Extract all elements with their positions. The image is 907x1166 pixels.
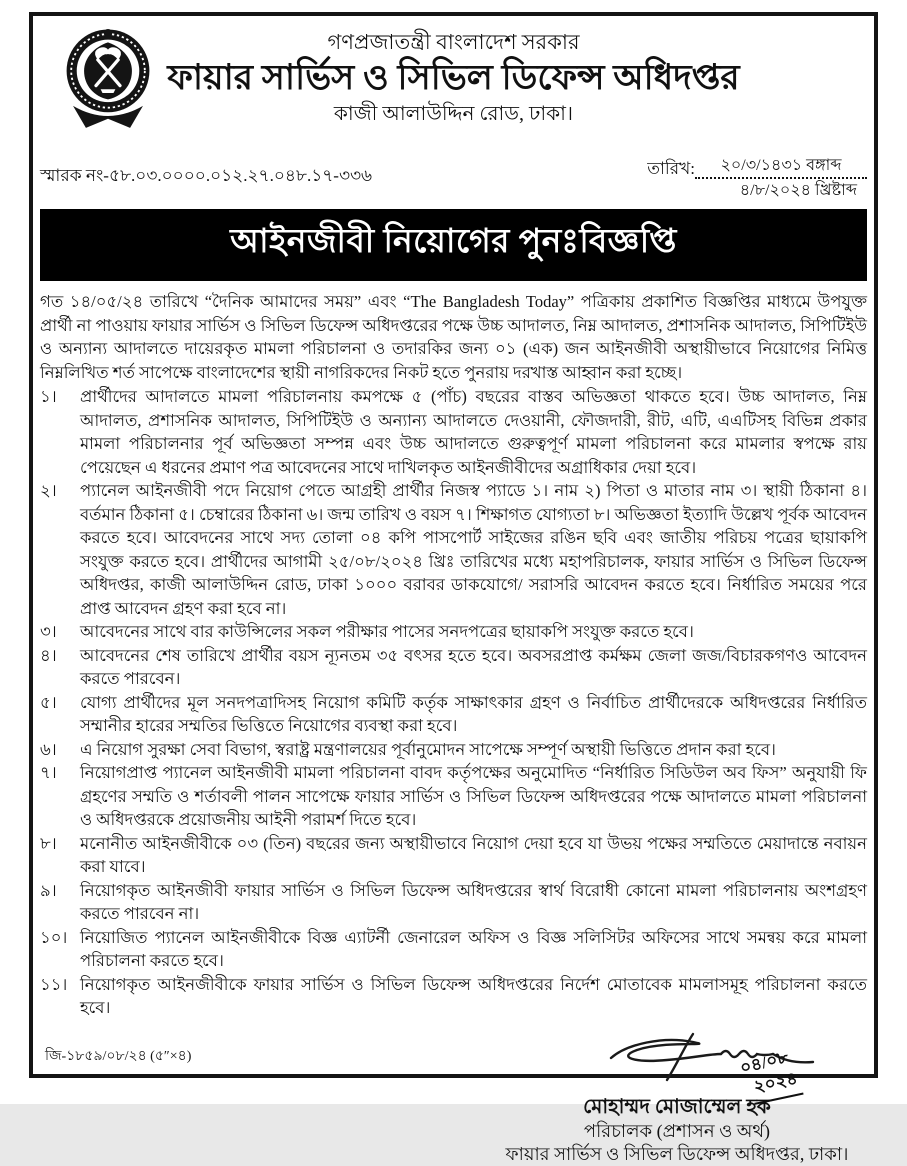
- date-block: [647, 156, 867, 201]
- intro-paragraph: গত ১৪/০৫/২৪ তারিখে “দৈনিক আমাদের সময়” এবং “The Bangladesh Today” পত্রিকায় প্রকাশিত বিজ্ঞপ্তির মাধ্যমে উপযুক্ত প্রার্থী না পাওয়ায় ফায়ার সার্ভিস ও সিভিল ডিফেন্স অধিদপ্তরের পক্ষে উচ্চ আদালত, নিম্ন আদালত, প্রশাসনিক আদালত, সিপিটিইউ ও অন্যান্য আদালতে দায়েরকৃত মামলা পরিচালনা ও তদারকির জন্য ০১ (এক) জন আইনজীবী অস্থায়ীভাবে নিয়োগের নিমিত্ত নিম্নলিখিত শর্ত সাপেক্ষে বাংলাদেশের স্থায়ী নাগরিকদের নিকট হতে পুনরায় দরখাস্ত আহ্বান করা হচ্ছে।: [40, 290, 867, 384]
- terms-list: [40, 385, 867, 1020]
- signature-date-top: ০৪/০৮: [737, 1044, 791, 1083]
- memo-number: স্মারক নং-৫৮.০৩.০০০০.০১২.২৭.০৪৮.১৭-৩৩৬: [40, 163, 372, 201]
- term-number: ৯।: [40, 879, 80, 926]
- signatory-designation: পরিচালক (প্রশাসন ও অর্থ): [487, 1120, 867, 1143]
- term-text: নিয়োগকৃত আইনজীবী ফায়ার সার্ভিস ও সিভিল ডিফেন্স অধিদপ্তরের স্বার্থ বিরোধী কোনো মামলা পরিচালনায় অংশগ্রহণ করতে পারবেন না।: [80, 879, 867, 926]
- signature-art: [487, 1020, 867, 1094]
- department-emblem-logo: [62, 24, 154, 138]
- term-item: [40, 479, 867, 620]
- term-number: ১।: [40, 385, 80, 479]
- term-item: [40, 926, 867, 973]
- term-item: [40, 761, 867, 832]
- term-item: [40, 832, 867, 879]
- term-text: মনোনীত আইনজীবীকে ০৩ (তিন) বছরের জন্য অস্থায়ীভাবে নিয়োগ দেয়া হবে যা উভয় পক্ষের সম্মতিতে মেয়াদান্তে নবায়ন করা যাবে।: [80, 832, 867, 879]
- signatory-office: ফায়ার সার্ভিস ও সিভিল ডিফেন্স অধিদপ্তর, ঢাকা।: [487, 1143, 867, 1166]
- letterhead: [40, 24, 867, 148]
- signatory-name: মোহাম্মদ মোজাম্মেল হক: [487, 1094, 867, 1120]
- term-item: [40, 973, 867, 1020]
- document-border-frame: [29, 12, 878, 1078]
- term-number: ৪।: [40, 644, 80, 691]
- notice-title-bar: [40, 209, 867, 281]
- term-number: ৬।: [40, 738, 80, 762]
- term-item: [40, 879, 867, 926]
- date-bangla: ২০/৩/১৪৩১ বঙ্গাব্দ: [695, 156, 867, 179]
- term-text: নিয়োগপ্রাপ্ত প্যানেল আইনজীবী মামলা পরিচালনা বাবদ কর্তৃপক্ষের অনুমোদিত “নির্ধারিত সিডিউল অব ফিস” অনুযায়ী ফি গ্রহণের সম্মতি ও শর্তাবলী পালন সাপেক্ষে ফায়ার সার্ভিস ও সিভিল ডিফেন্স অধিদপ্তরের পক্ষে আদালতে মামলা পরিচালনা ও অধিদপ্তরকে প্রয়োজনীয় আইনী পরামর্শ দিতে হবে।: [80, 761, 867, 832]
- term-text: নিয়োজিত প্যানেল আইনজীবীকে বিজ্ঞ এ্যাটর্নী জেনারেল অফিস ও বিজ্ঞ সলিসিটর অফিসের সাথে সমন্বয় করে মামলা পরিচালনা করতে হবে।: [80, 926, 867, 973]
- department-name: ফায়ার সার্ভিস ও সিভিল ডিফেন্স অধিদপ্তর: [40, 58, 867, 98]
- term-number: ১০।: [40, 926, 80, 973]
- term-number: ৩।: [40, 620, 80, 644]
- term-text: প্রার্থীদের আদালতে মামলা পরিচালনায় কমপক্ষে ৫ (পাঁচ) বছরের বাস্তব অভিজ্ঞতা থাকতে হবে। উচ্চ আদালত, নিম্ন আদালত, প্রশাসনিক আদালত, সিপিটিইউ ও অন্যান্য আদালতে দেওয়ানী, ফৌজদারী, রীট, এটি, এএটিসহ বিভিন্ন প্রকার মামলা পরিচালনার পূর্ব অভিজ্ঞতা সম্পন্ন এবং উচ্চ আদালতে গুরুত্বপূর্ণ মামলা পরিচালনা করে মামলার স্বপক্ষে রায় পেয়েছেন এ ধরনের প্রমাণ পত্র আবেদনের সাথে দাখিলকৃত আইনজীবীদের অগ্রাধিকার দেয়া হবে।: [80, 385, 867, 479]
- term-text: নিয়োগকৃত আইনজীবীকে ফায়ার সার্ভিস ও সিভিল ডিফেন্স অধিদপ্তরের নির্দেশ মোতাবেক মামলাসমূহ পরিচালনা করতে হবে।: [80, 973, 867, 1020]
- term-number: ৮।: [40, 832, 80, 879]
- signature-scribble-icon: [597, 1020, 847, 1094]
- signature-date-year: ২০২৪: [748, 1065, 803, 1105]
- term-number: ৫।: [40, 691, 80, 738]
- press-reference: জি-১৮৫৯/০৮/২৪ (৫″×৪): [45, 1044, 191, 1068]
- term-text: আবেদনের সাথে বার কাউন্সিলের সকল পরীক্ষার পাসের সনদপত্রের ছায়াকপি সংযুক্ত করতে হবে।: [80, 620, 867, 644]
- term-number: ২।: [40, 479, 80, 620]
- term-text: আবেদনের শেষ তারিখে প্রার্থীর বয়স ন্যূনতম ৩৫ বৎসর হতে হবে। অবসরপ্রাপ্ত কর্মক্ষম জেলা জজ/বিচারকগণও আবেদন করতে পারবেন।: [80, 644, 867, 691]
- department-address: কাজী আলাউদ্দিন রোড, ঢাকা।: [40, 102, 867, 126]
- term-text: প্যানেল আইনজীবী পদে নিয়োগ পেতে আগ্রহী প্রার্থীর নিজস্ব প্যাডে ১। নাম ২) পিতা ও মাতার নাম ৩। স্থায়ী ঠিকানা ৪। বর্তমান ঠিকানা ৫। চেম্বারের ঠিকানা ৬। জন্ম তারিখ ও বয়স ৭। শিক্ষাগত যোগ্যতা ৮। অভিজ্ঞতা ইত্যাদি উল্লেখ পূর্বক আবেদন করতে হবে। আবেদনের সাথে সদ্য তোলা ০৪ কপি পাসপোর্ট সাইজের রঙিন ছবি এবং জাতীয় পরিচয় পত্রের ছায়াকপি সংযুক্ত করতে হবে। প্রার্থীদের আগামী ২৫/০৮/২০২৪ খ্রিঃ তারিখের মধ্যে মহাপরিচালক, ফায়ার সার্ভিস ও সিভিল ডিফেন্স অধিদপ্তর, কাজী আলাউদ্দিন রোড, ঢাকা ১০০০ বরাবর ডাকযোগে/ সরাসরি আবেদন করতে হবে। নির্ধারিত সময়ের পরে প্রাপ্ত আবেদন গ্রহণ করা হবে না।: [80, 479, 867, 620]
- date-gregorian: ৪/৮/২০২৪ খ্রিষ্টাব্দ: [647, 181, 867, 201]
- memo-date-row: [40, 156, 867, 201]
- term-text: যোগ্য প্রার্থীদের মূল সনদপত্রাদিসহ নিয়োগ কমিটি কর্তৃক সাক্ষাৎকার গ্রহণ ও নির্বাচিত প্রার্থীদেরকে অধিদপ্তরের নির্ধারিত সম্মানীর হারের সম্মতির ভিত্তিতে নিয়োগের ব্যবস্থা করা হবে।: [80, 691, 867, 738]
- term-number: ১১।: [40, 973, 80, 1020]
- government-line: গণপ্রজাতন্ত্রী বাংলাদেশ সরকার: [40, 30, 867, 55]
- term-item: [40, 385, 867, 479]
- signature-block: [487, 1020, 867, 1166]
- term-item: [40, 738, 867, 762]
- term-item: [40, 620, 867, 644]
- term-item: [40, 691, 867, 738]
- term-number: ৭।: [40, 761, 80, 832]
- term-item: [40, 644, 867, 691]
- term-text: এ নিয়োগ সুরক্ষা সেবা বিভাগ, স্বরাষ্ট্র মন্ত্রণালয়ের পূর্বানুমোদন সাপেক্ষে সম্পূর্ণ অস্থায়ী ভিত্তিতে প্রদান করা হবে।: [80, 738, 867, 762]
- date-label: তারিখ:: [647, 158, 695, 179]
- notice-title: আইনজীবী নিয়োগের পুনঃবিজ্ঞপ্তি: [230, 224, 677, 260]
